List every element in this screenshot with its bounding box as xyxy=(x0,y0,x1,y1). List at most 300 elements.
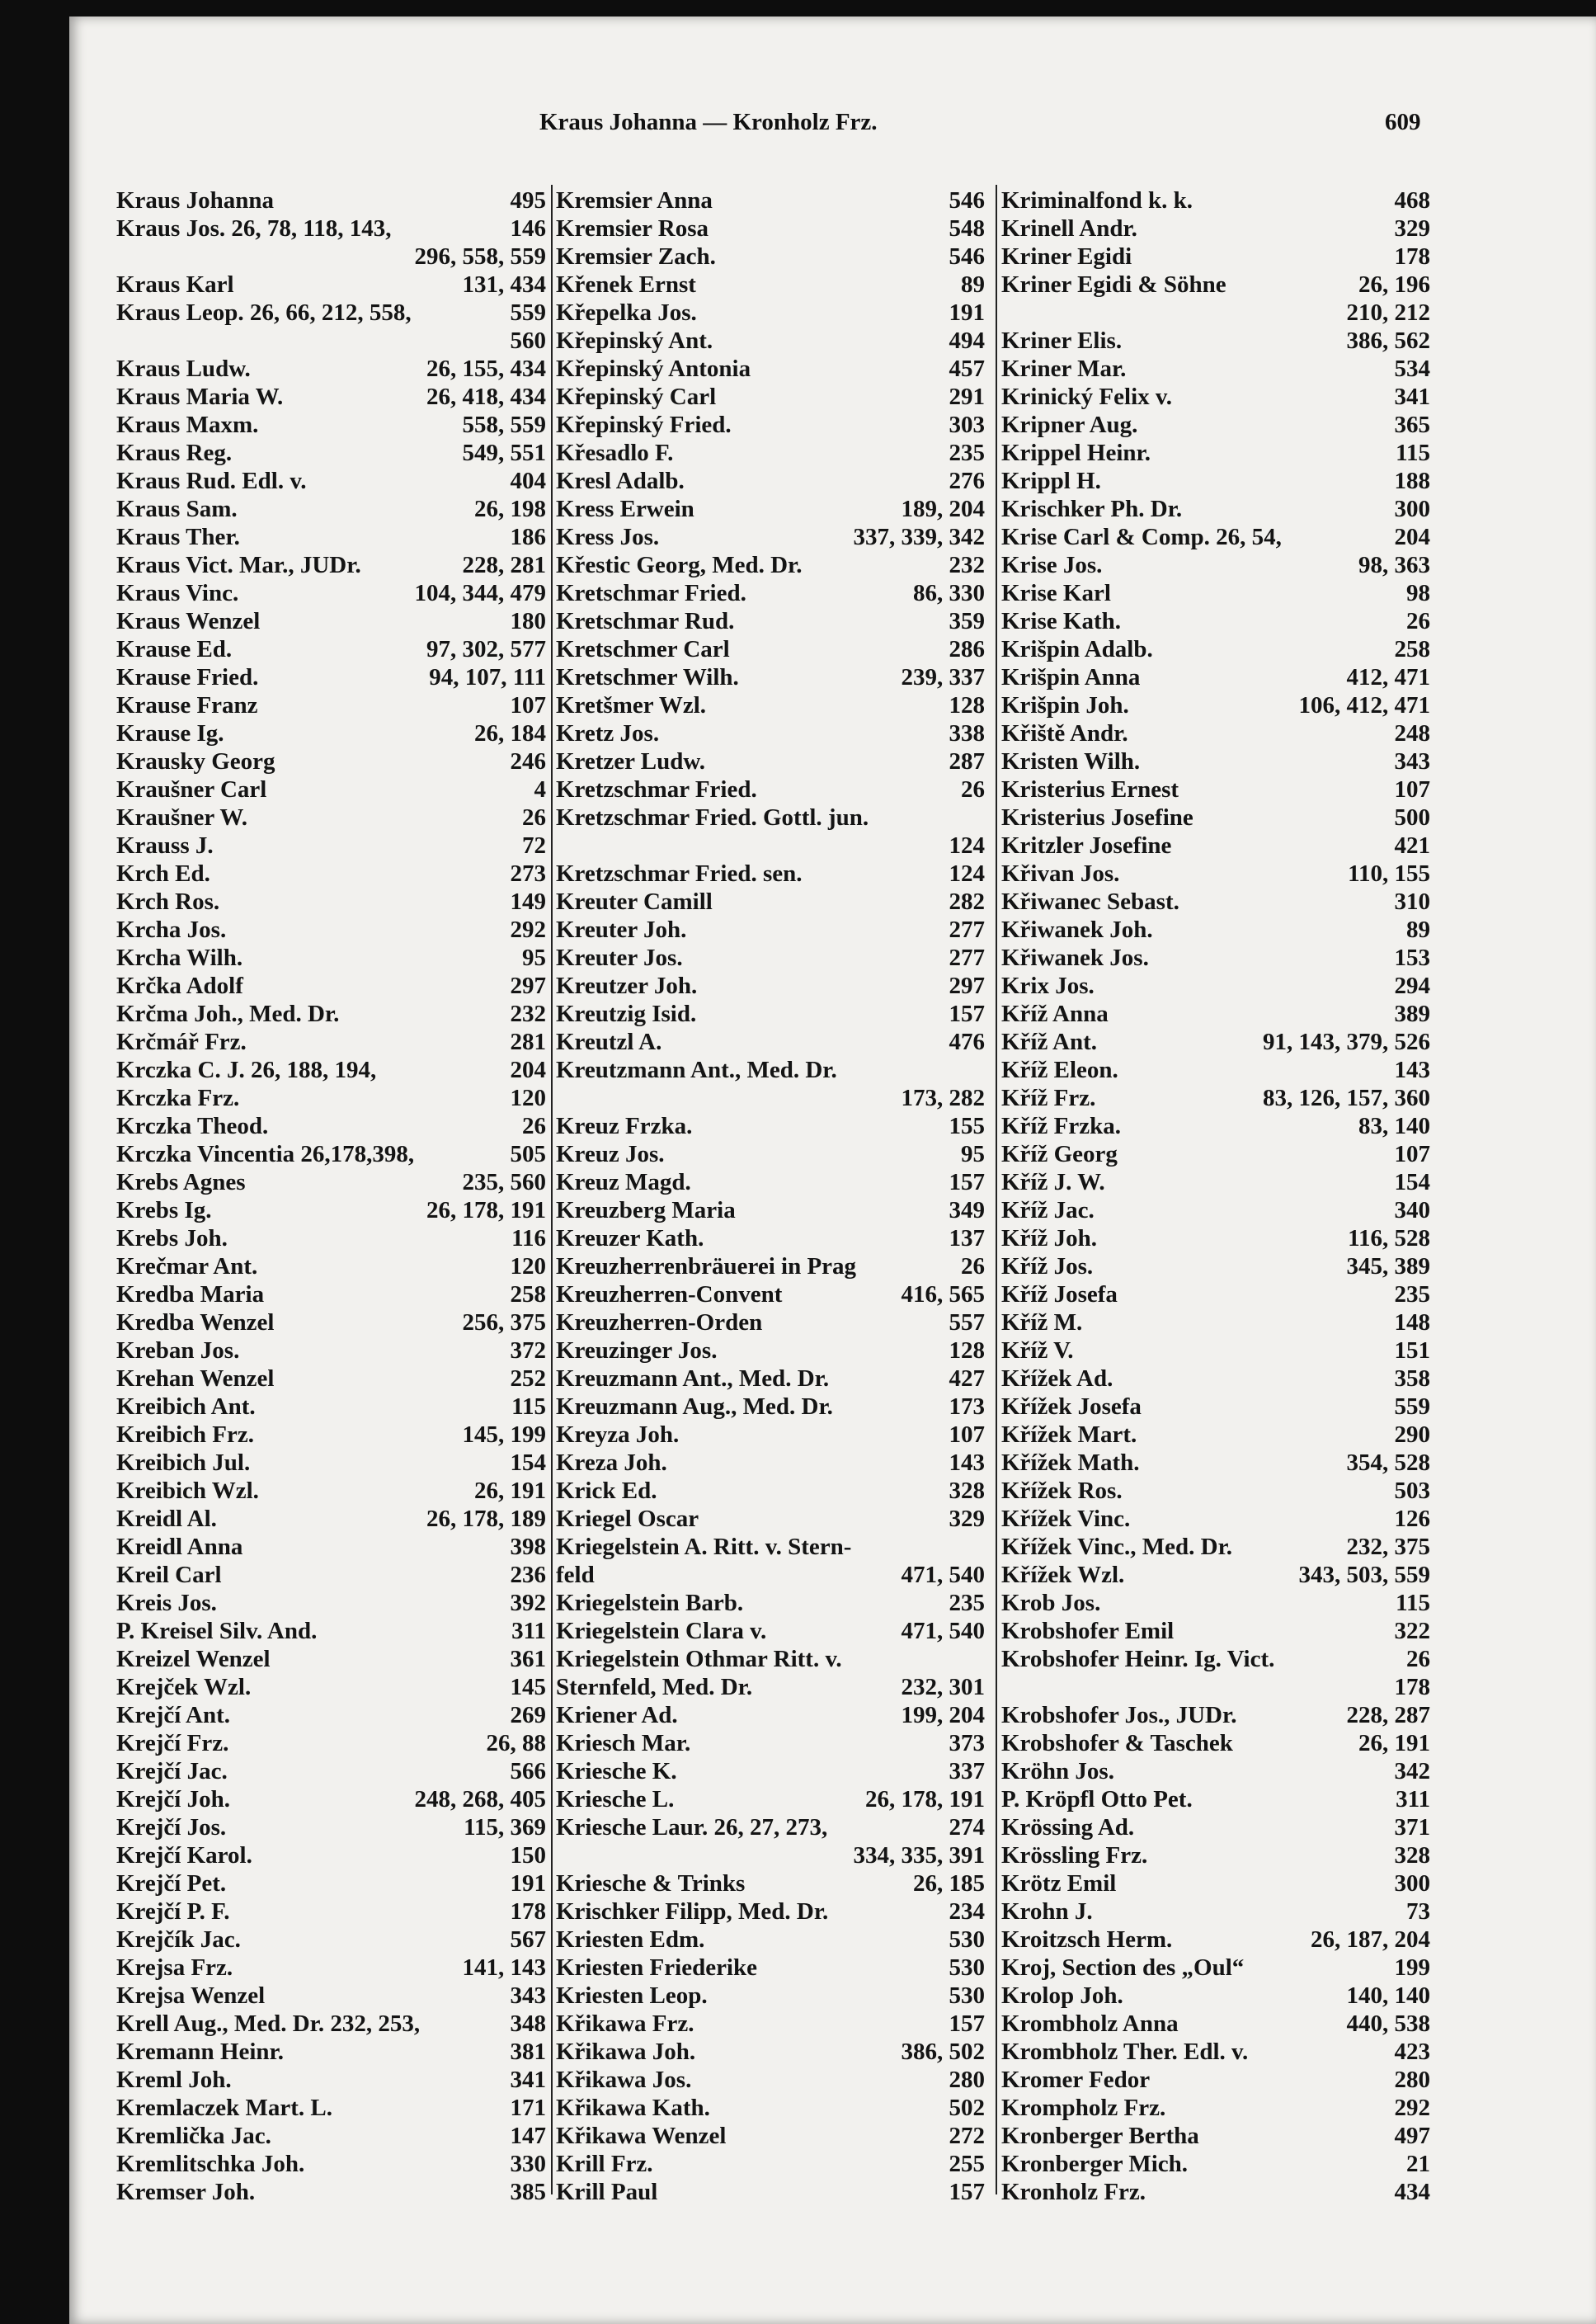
entry-page-refs: 228, 287 xyxy=(1346,1702,1430,1728)
entry-name: Kremsier Anna xyxy=(556,187,713,214)
entry-name: Krejčík Jac. xyxy=(116,1926,241,1953)
entry-name: Krejčí Jos. xyxy=(116,1814,227,1841)
entry-name: Krompholz Frz. xyxy=(1001,2095,1166,2121)
entry-name: Krczka Theod. xyxy=(116,1113,269,1139)
entry-page-refs: 149 xyxy=(510,889,546,915)
entry-page-refs: 26 xyxy=(522,804,546,831)
entry-name: feld xyxy=(556,1562,595,1588)
entry-page-refs: 381 xyxy=(510,2039,546,2065)
entry-name: Kreuzberg Maria xyxy=(556,1197,736,1223)
entry-page-refs: 338 xyxy=(949,720,985,747)
entry-name: Krejčí Joh. xyxy=(116,1786,230,1813)
entry-name: Křikawa Wenzel xyxy=(556,2123,727,2149)
entry-page-refs: 287 xyxy=(949,748,985,775)
index-entry xyxy=(556,1841,985,1869)
entry-name: Kretzschmar Fried. Gottl. jun. xyxy=(556,804,869,831)
index-entry xyxy=(1001,186,1430,214)
index-entry xyxy=(116,2150,546,2178)
entry-page-refs: 311 xyxy=(1396,1786,1430,1813)
entry-name: Krobshofer Emil xyxy=(1001,1618,1175,1644)
entry-name: Krčmář Frz. xyxy=(116,1029,247,1055)
index-entry xyxy=(556,186,985,214)
index-entry xyxy=(116,1000,546,1028)
index-entry xyxy=(116,1028,546,1056)
index-entry xyxy=(556,2066,985,2094)
entry-name: Kromer Fedor xyxy=(1001,2067,1151,2093)
entry-name: Kremlitschka Joh. xyxy=(116,2151,305,2177)
index-entry xyxy=(116,775,546,804)
entry-page-refs: 337, 339, 342 xyxy=(853,524,985,550)
entry-page-refs: 343 xyxy=(1394,748,1430,775)
index-entry xyxy=(116,1757,546,1785)
index-entry xyxy=(1001,691,1430,719)
entry-page-refs: 26 xyxy=(1406,608,1430,634)
entry-page-refs: 560 xyxy=(510,328,546,354)
index-entry xyxy=(1001,439,1430,467)
index-entry xyxy=(556,1701,985,1729)
index-entry xyxy=(556,579,985,607)
entry-name: Kraus Jos. 26, 78, 118, 143, xyxy=(116,215,392,242)
entry-name: Kresl Adalb. xyxy=(556,468,685,494)
index-entry xyxy=(556,1673,985,1701)
index-entry xyxy=(556,2178,985,2206)
entry-page-refs: 107 xyxy=(1394,776,1430,803)
entry-name: Kreibich Jul. xyxy=(116,1450,251,1476)
entry-page-refs: 26, 187, 204 xyxy=(1311,1926,1430,1953)
entry-page-refs: 297 xyxy=(510,973,546,999)
entry-page-refs: 131, 434 xyxy=(462,271,546,298)
index-entry xyxy=(1001,1365,1430,1393)
entry-name: Křížek Wzl. xyxy=(1001,1562,1125,1588)
index-entry xyxy=(556,775,985,804)
entry-name: Kress Erwein xyxy=(556,496,694,522)
index-entry xyxy=(116,495,546,523)
entry-name: Krejček Wzl. xyxy=(116,1674,252,1700)
index-entry xyxy=(1001,1224,1430,1252)
index-entry xyxy=(116,635,546,663)
index-entry xyxy=(556,2094,985,2122)
entry-page-refs: 269 xyxy=(510,1702,546,1728)
index-entry xyxy=(116,1449,546,1477)
entry-page-refs: 120 xyxy=(510,1253,546,1280)
index-entry xyxy=(1001,1982,1430,2010)
index-entry xyxy=(116,747,546,775)
entry-page-refs: 115 xyxy=(1396,440,1430,466)
index-entry xyxy=(1001,1869,1430,1897)
entry-name: Křepinský Carl xyxy=(556,384,717,410)
entry-name: Kretzer Ludw. xyxy=(556,748,705,775)
index-entry xyxy=(556,1589,985,1617)
entry-name: Kretzschmar Fried. xyxy=(556,776,757,803)
index-entry xyxy=(116,1140,546,1168)
entry-page-refs: 235 xyxy=(949,1590,985,1616)
index-entry xyxy=(116,299,546,327)
entry-name: Křepinský Ant. xyxy=(556,328,713,354)
entry-name: Krišpin Adalb. xyxy=(1001,636,1153,662)
index-entry xyxy=(116,1869,546,1897)
index-entry xyxy=(116,1897,546,1926)
entry-name: Kripner Aug. xyxy=(1001,412,1138,438)
entry-page-refs: 199 xyxy=(1394,1954,1430,1981)
entry-name: Krise Karl xyxy=(1001,580,1111,606)
entry-page-refs: 277 xyxy=(949,917,985,943)
index-entry xyxy=(556,1897,985,1926)
index-entry xyxy=(116,186,546,214)
entry-page-refs: 398 xyxy=(510,1534,546,1560)
index-entry xyxy=(116,2094,546,2122)
entry-page-refs: 256, 375 xyxy=(462,1309,546,1336)
entry-page-refs: 189, 204 xyxy=(901,496,985,522)
index-entry xyxy=(1001,635,1430,663)
entry-page-refs: 373 xyxy=(949,1730,985,1756)
entry-page-refs: 311 xyxy=(511,1618,546,1644)
index-entry xyxy=(1001,1897,1430,1926)
entry-name: Krell Aug., Med. Dr. 232, 253, xyxy=(116,2011,421,2037)
index-entry xyxy=(556,523,985,551)
entry-page-refs: 497 xyxy=(1394,2123,1430,2149)
entry-page-refs: 104, 344, 479 xyxy=(414,580,546,606)
entry-name: Kreil Carl xyxy=(116,1562,222,1588)
entry-page-refs: 26, 185 xyxy=(913,1870,985,1897)
index-entry xyxy=(1001,719,1430,747)
index-entry xyxy=(1001,2066,1430,2094)
index-entry xyxy=(1001,888,1430,916)
index-entry xyxy=(1001,1196,1430,1224)
index-column-2 xyxy=(556,186,985,2206)
index-entry xyxy=(1001,775,1430,804)
entry-name: Kraus Leop. 26, 66, 212, 558, xyxy=(116,299,412,326)
entry-page-refs: 146 xyxy=(510,215,546,242)
entry-name: Křiště Andr. xyxy=(1001,720,1128,747)
entry-page-refs: 559 xyxy=(510,299,546,326)
entry-name: Krejčí Frz. xyxy=(116,1730,229,1756)
entry-page-refs: 26 xyxy=(961,776,985,803)
index-entry xyxy=(116,271,546,299)
index-entry xyxy=(556,1982,985,2010)
entry-page-refs: 178 xyxy=(1394,243,1430,270)
entry-name: Kriegelstein Othmar Ritt. v. xyxy=(556,1646,842,1672)
entry-page-refs: 255 xyxy=(949,2151,985,2177)
entry-name: Kretzschmar Fried. sen. xyxy=(556,860,803,887)
entry-name: Kříž Frzka. xyxy=(1001,1113,1121,1139)
entry-page-refs: 115, 369 xyxy=(464,1814,546,1841)
index-entry xyxy=(1001,1533,1430,1561)
index-entry xyxy=(556,888,985,916)
entry-name: Kreuzmann Ant., Med. Dr. xyxy=(556,1365,830,1392)
entry-name: Kronholz Frz. xyxy=(1001,2179,1146,2205)
entry-name: Krippel Heinr. xyxy=(1001,440,1151,466)
index-entry xyxy=(116,1112,546,1140)
entry-name: Krcha Jos. xyxy=(116,917,227,943)
entry-name: Kraus Wenzel xyxy=(116,608,261,634)
entry-page-refs: 26 xyxy=(522,1113,546,1139)
index-entry xyxy=(1001,1393,1430,1421)
entry-name: Kriesch Mar. xyxy=(556,1730,691,1756)
entry-name: Krejsa Wenzel xyxy=(116,1982,266,2009)
entry-name: Kremann Heinr. xyxy=(116,2039,285,2065)
entry-name: Kroitzsch Herm. xyxy=(1001,1926,1173,1953)
entry-name: P. Kröpfl Otto Pet. xyxy=(1001,1786,1193,1813)
entry-name: Kretschmar Fried. xyxy=(556,580,746,606)
entry-name: Kreban Jos. xyxy=(116,1337,240,1364)
entry-page-refs: 26, 178, 189 xyxy=(426,1506,546,1532)
entry-name: Kretschmer Carl xyxy=(556,636,730,662)
index-entry xyxy=(1001,747,1430,775)
index-entry xyxy=(116,1729,546,1757)
entry-name: Kreuzherren-Convent xyxy=(556,1281,783,1308)
entry-name: Kreutzer Joh. xyxy=(556,973,698,999)
entry-name: Kreuzherrenbräuerei in Prag xyxy=(556,1253,857,1280)
page-header xyxy=(69,109,1596,142)
entry-page-refs: 232, 375 xyxy=(1346,1534,1430,1560)
entry-name: Krischker Filipp, Med. Dr. xyxy=(556,1898,829,1925)
entry-page-refs: 153 xyxy=(1394,945,1430,971)
entry-name: Kraus Vinc. xyxy=(116,580,239,606)
entry-name: Křížek Mart. xyxy=(1001,1421,1137,1448)
entry-name: Kříž Eleon. xyxy=(1001,1057,1118,1083)
entry-page-refs: 412, 471 xyxy=(1346,664,1430,691)
entry-page-refs: 26, 196 xyxy=(1358,271,1430,298)
index-entry xyxy=(1001,1617,1430,1645)
entry-name: Kreuter Joh. xyxy=(556,917,687,943)
entry-page-refs: 359 xyxy=(949,608,985,634)
entry-name: Krejčí Karol. xyxy=(116,1842,252,1869)
index-entry xyxy=(116,1336,546,1365)
entry-page-refs: 328 xyxy=(1394,1842,1430,1869)
entry-name: Kreizel Wenzel xyxy=(116,1646,271,1672)
index-entry xyxy=(556,804,985,832)
index-entry xyxy=(116,1645,546,1673)
index-entry xyxy=(1001,1252,1430,1280)
entry-page-refs: 128 xyxy=(949,1337,985,1364)
entry-page-refs: 502 xyxy=(949,2095,985,2121)
entry-page-refs: 239, 337 xyxy=(901,664,985,691)
entry-page-refs: 26, 184 xyxy=(474,720,546,747)
entry-name: Kraušner W. xyxy=(116,804,248,831)
entry-name: Křížek Vinc. xyxy=(1001,1506,1131,1532)
index-entry xyxy=(556,1954,985,1982)
entry-page-refs: 530 xyxy=(949,1926,985,1953)
index-entry xyxy=(116,691,546,719)
index-entry xyxy=(1001,860,1430,888)
entry-page-refs: 72 xyxy=(522,832,546,859)
entry-name: Kristerius Ernest xyxy=(1001,776,1179,803)
entry-name: Krobshofer Jos., JUDr. xyxy=(1001,1702,1237,1728)
entry-name: Kretschmer Wilh. xyxy=(556,664,739,691)
index-entry xyxy=(116,663,546,691)
entry-page-refs: 235, 560 xyxy=(462,1169,546,1195)
index-entry xyxy=(1001,2038,1430,2066)
entry-page-refs: 434 xyxy=(1394,2179,1430,2205)
entry-name: Krause Fried. xyxy=(116,664,259,691)
index-entry xyxy=(556,1028,985,1056)
entry-page-refs: 236 xyxy=(510,1562,546,1588)
entry-page-refs: 440, 538 xyxy=(1346,2011,1430,2037)
entry-page-refs: 235 xyxy=(1394,1281,1430,1308)
entry-name: Krobshofer Heinr. Ig. Vict. xyxy=(1001,1646,1275,1672)
entry-name: Kříž J. W. xyxy=(1001,1169,1105,1195)
entry-page-refs: 199, 204 xyxy=(901,1702,985,1728)
entry-page-refs: 235 xyxy=(949,440,985,466)
index-entry xyxy=(556,327,985,355)
entry-page-refs: 549, 551 xyxy=(462,440,546,466)
entry-name: Krössling Frz. xyxy=(1001,1842,1148,1869)
entry-name: Sternfeld, Med. Dr. xyxy=(556,1674,753,1700)
entry-page-refs: 386, 502 xyxy=(901,2039,985,2065)
entry-page-refs: 89 xyxy=(1406,917,1430,943)
entry-page-refs: 155 xyxy=(949,1113,985,1139)
entry-page-refs: 107 xyxy=(1394,1141,1430,1167)
index-entry xyxy=(1001,1449,1430,1477)
entry-page-refs: 26, 418, 434 xyxy=(426,384,546,410)
entry-page-refs: 329 xyxy=(949,1506,985,1532)
entry-page-refs: 26, 198 xyxy=(474,496,546,522)
entry-name: Kretz Jos. xyxy=(556,720,660,747)
entry-name: Kremlaczek Mart. L. xyxy=(116,2095,332,2121)
entry-name: Kreibich Wzl. xyxy=(116,1478,259,1504)
index-entry xyxy=(1001,411,1430,439)
entry-name: Krebs Agnes xyxy=(116,1169,246,1195)
entry-name: Kreuz Magd. xyxy=(556,1169,691,1195)
index-entry xyxy=(116,523,546,551)
index-entry xyxy=(116,1589,546,1617)
index-entry xyxy=(556,551,985,579)
index-entry xyxy=(556,2010,985,2038)
entry-name: Kredba Wenzel xyxy=(116,1309,275,1336)
running-title: Kraus Johanna — Kronholz Frz. xyxy=(539,109,878,135)
entry-page-refs: 91, 143, 379, 526 xyxy=(1263,1029,1430,1055)
entry-page-refs: 303 xyxy=(949,412,985,438)
entry-page-refs: 274 xyxy=(949,1814,985,1841)
entry-name: Kraus Maria W. xyxy=(116,384,284,410)
entry-name: Kreuzmann Aug., Med. Dr. xyxy=(556,1393,833,1420)
entry-page-refs: 558, 559 xyxy=(462,412,546,438)
index-entry xyxy=(1001,2094,1430,2122)
entry-name: Kronberger Bertha xyxy=(1001,2123,1199,2149)
index-entry xyxy=(116,1673,546,1701)
entry-page-refs: 141, 143 xyxy=(462,1954,546,1981)
entry-name: Krejčí Jac. xyxy=(116,1758,228,1784)
entry-name: Kriener Ad. xyxy=(556,1702,678,1728)
entry-page-refs: 427 xyxy=(949,1365,985,1392)
entry-page-refs: 4 xyxy=(534,776,546,803)
entry-name: Krčka Adolf xyxy=(116,973,243,999)
entry-page-refs: 416, 565 xyxy=(901,1281,985,1308)
index-entry xyxy=(556,747,985,775)
entry-name: Kříž Georg xyxy=(1001,1141,1118,1167)
entry-name: Krečmar Ant. xyxy=(116,1253,258,1280)
entry-page-refs: 140, 140 xyxy=(1346,1982,1430,2009)
entry-page-refs: 252 xyxy=(510,1365,546,1392)
index-entry xyxy=(116,1084,546,1112)
entry-page-refs: 310 xyxy=(1394,889,1430,915)
entry-name: Křestic Georg, Med. Dr. xyxy=(556,552,803,578)
index-entry xyxy=(556,411,985,439)
entry-page-refs: 505 xyxy=(510,1141,546,1167)
entry-name: Krischker Ph. Dr. xyxy=(1001,496,1183,522)
index-entry xyxy=(1001,1954,1430,1982)
index-entry xyxy=(116,1533,546,1561)
entry-page-refs: 26, 191 xyxy=(474,1478,546,1504)
entry-page-refs: 530 xyxy=(949,1982,985,2009)
entry-page-refs: 94, 107, 111 xyxy=(429,664,546,691)
index-entry xyxy=(116,1252,546,1280)
entry-name: Kraus Rud. Edl. v. xyxy=(116,468,307,494)
entry-page-refs: 292 xyxy=(510,917,546,943)
index-entry xyxy=(556,299,985,327)
entry-name: Kriegelstein Barb. xyxy=(556,1590,744,1616)
entry-page-refs: 124 xyxy=(949,832,985,859)
entry-name: Kříž Joh. xyxy=(1001,1225,1097,1252)
column-divider xyxy=(551,185,553,2194)
entry-page-refs: 386, 562 xyxy=(1346,328,1430,354)
index-entry xyxy=(556,719,985,747)
entry-page-refs: 95 xyxy=(522,945,546,971)
entry-name: Krehan Wenzel xyxy=(116,1365,275,1392)
entry-page-refs: 26, 155, 434 xyxy=(426,356,546,382)
entry-name: Kröhn Jos. xyxy=(1001,1758,1114,1784)
entry-name: Kriesten Leop. xyxy=(556,1982,708,2009)
entry-name: Kriesten Friederike xyxy=(556,1954,757,1981)
entry-page-refs: 337 xyxy=(949,1758,985,1784)
index-entry xyxy=(1001,1673,1430,1701)
index-entry xyxy=(556,439,985,467)
entry-page-refs: 280 xyxy=(1394,2067,1430,2093)
entry-page-refs: 204 xyxy=(1394,524,1430,550)
entry-page-refs: 566 xyxy=(510,1758,546,1784)
entry-name: Kredba Maria xyxy=(116,1281,265,1308)
entry-page-refs: 389 xyxy=(1394,1001,1430,1027)
index-entry xyxy=(116,944,546,972)
index-entry xyxy=(556,1533,985,1561)
index-entry xyxy=(556,355,985,383)
entry-name: Krauss J. xyxy=(116,832,214,859)
entry-page-refs: 73 xyxy=(1406,1898,1430,1925)
entry-name: Křiwanek Joh. xyxy=(1001,917,1153,943)
entry-name: Kristerius Josefine xyxy=(1001,804,1193,831)
entry-name: Kreidl Al. xyxy=(116,1506,217,1532)
entry-page-refs: 97, 302, 577 xyxy=(426,636,546,662)
entry-page-refs: 26 xyxy=(1406,1646,1430,1672)
entry-page-refs: 98 xyxy=(1406,580,1430,606)
entry-page-refs: 276 xyxy=(949,468,985,494)
entry-name: Kremsier Rosa xyxy=(556,215,709,242)
entry-name: Krombholz Ther. Edl. v. xyxy=(1001,2039,1249,2065)
entry-page-refs: 150 xyxy=(510,1842,546,1869)
entry-page-refs: 361 xyxy=(510,1646,546,1672)
index-entry xyxy=(1001,607,1430,635)
page-number: 609 xyxy=(1385,109,1421,135)
entry-page-refs: 343, 503, 559 xyxy=(1298,1562,1430,1588)
entry-name: Kraus Johanna xyxy=(116,187,274,214)
index-entry xyxy=(1001,1280,1430,1308)
entry-page-refs: 204 xyxy=(510,1057,546,1083)
entry-page-refs: 348 xyxy=(510,2011,546,2037)
index-entry xyxy=(556,944,985,972)
entry-page-refs: 107 xyxy=(949,1421,985,1448)
entry-name: Krčma Joh., Med. Dr. xyxy=(116,1001,340,1027)
index-entry xyxy=(1001,551,1430,579)
index-entry xyxy=(116,1393,546,1421)
entry-page-refs: 281 xyxy=(510,1029,546,1055)
entry-page-refs: 342 xyxy=(1394,1758,1430,1784)
entry-name: Kraus Karl xyxy=(116,271,234,298)
entry-name: Krczka C. J. 26, 188, 194, xyxy=(116,1057,377,1083)
entry-name: Kremser Joh. xyxy=(116,2179,256,2205)
entry-name: Kraus Sam. xyxy=(116,496,238,522)
index-entry xyxy=(1001,1701,1430,1729)
index-entry xyxy=(116,467,546,495)
